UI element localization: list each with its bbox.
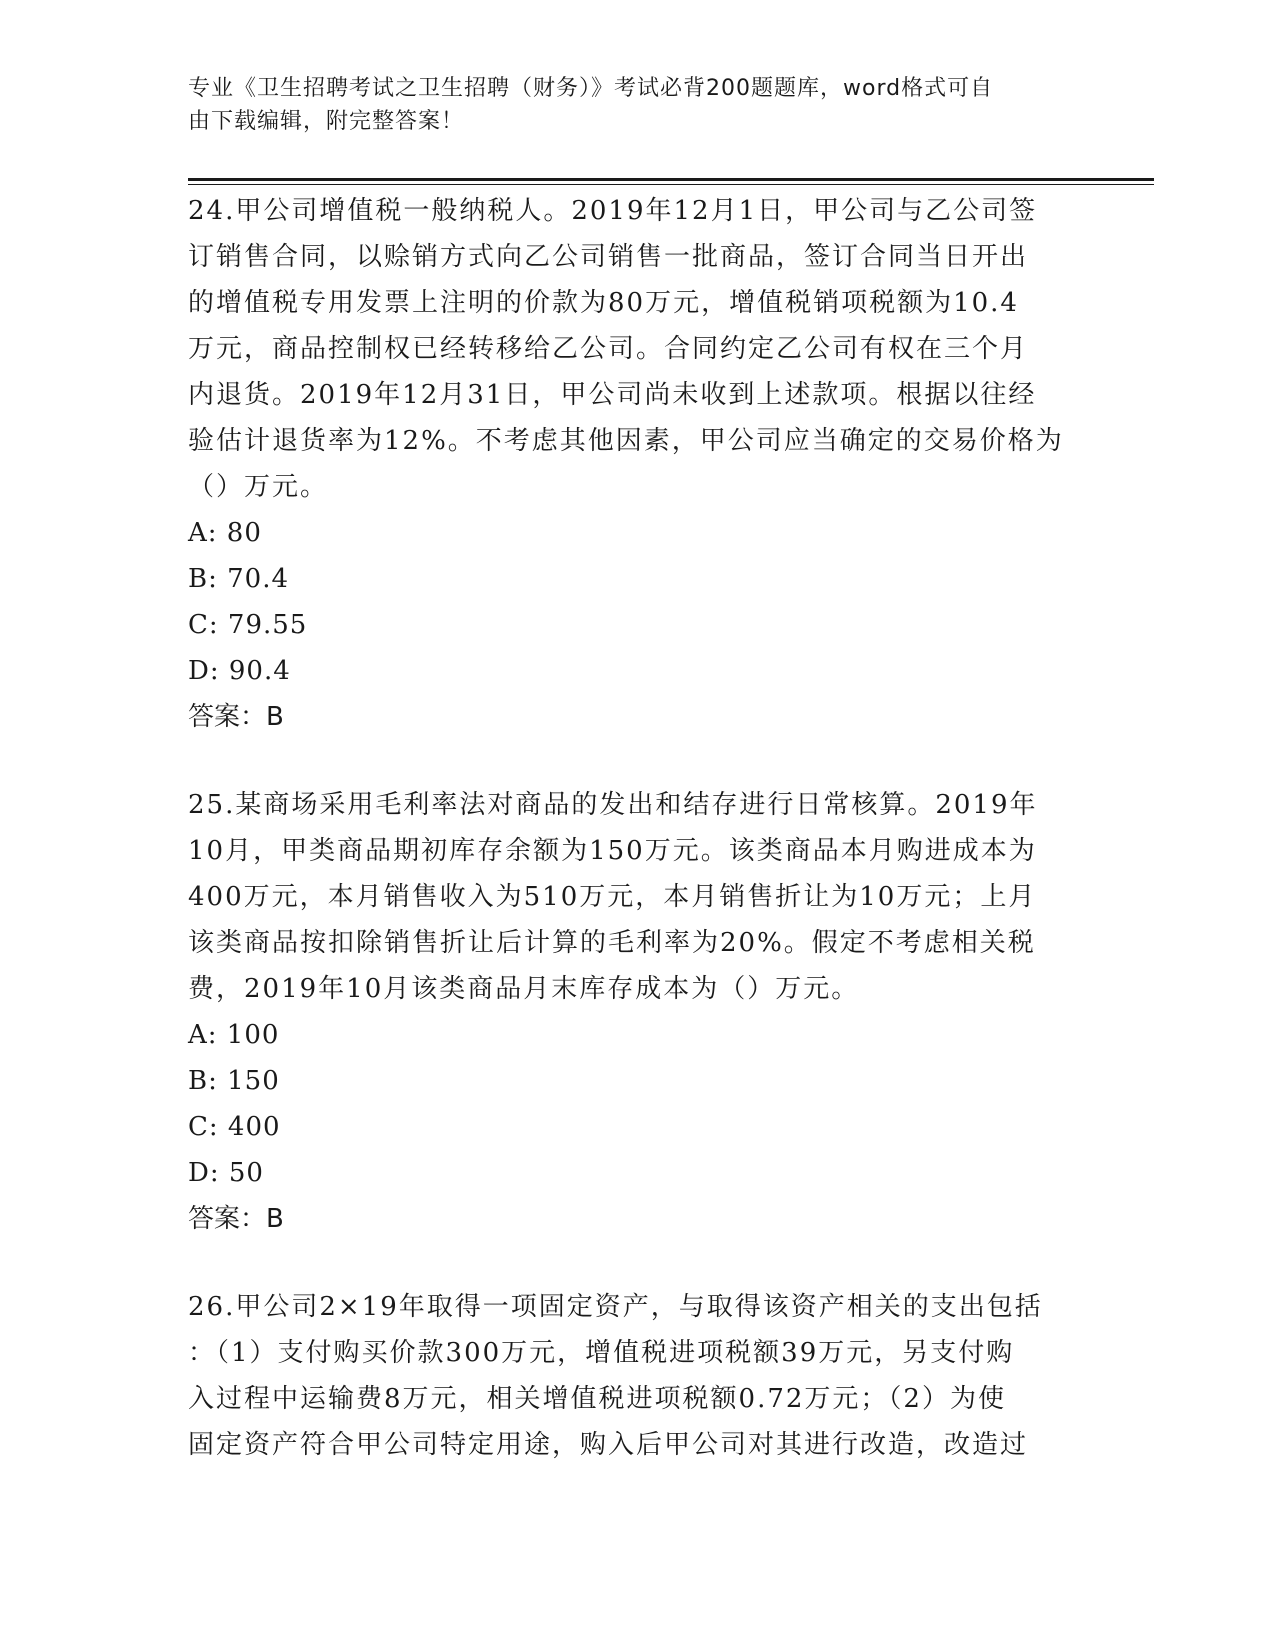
- question-text-line: 内退货。2019年12月31日，甲公司尚未收到上述款项。根据以往经: [188, 380, 1037, 410]
- question-text-line: （）万元。: [188, 472, 329, 502]
- question-text-line: 25.某商场采用毛利率法对商品的发出和结存进行日常核算。2019年: [188, 790, 1038, 820]
- header-divider-thick: [188, 178, 1154, 181]
- question-text-line: 26.甲公司2×19年取得一项固定资产，与取得该资产相关的支出包括: [188, 1292, 1043, 1322]
- question-text-line: 400万元，本月销售收入为510万元，本月销售折让为10万元；上月: [188, 882, 1037, 912]
- question-text-line: 费，2019年10月该类商品月末库存成本为（）万元。: [188, 974, 860, 1004]
- option-c: C: 400: [188, 1112, 281, 1142]
- question-text-line: 该类商品按扣除销售折让后计算的毛利率为20%。假定不考虑相关税: [188, 928, 1036, 958]
- question-text-line: 固定资产符合甲公司特定用途，购入后甲公司对其进行改造，改造过: [188, 1430, 1029, 1460]
- question-list: [188, 188, 1078, 1468]
- option-d: D: 90.4: [188, 656, 291, 686]
- option-a: A: 80: [188, 518, 262, 548]
- option-b: B: 150: [188, 1066, 280, 1096]
- question-text-line: 验估计退货率为12%。不考虑其他因素，甲公司应当确定的交易价格为: [188, 426, 1064, 456]
- answer-label: 答案：B: [188, 1204, 284, 1234]
- header-line-2: 由下载编辑，附完整答案！: [188, 109, 465, 134]
- document-header: [188, 72, 1068, 138]
- question-text-line: 24.甲公司增值税一般纳税人。2019年12月1日，甲公司与乙公司签: [188, 196, 1038, 226]
- question-text-line: 入过程中运输费8万元，相关增值税进项税额0.72万元；（2）为使: [188, 1384, 1006, 1414]
- option-d: D: 50: [188, 1158, 264, 1188]
- header-line-1: 专业《卫生招聘考试之卫生招聘（财务）》考试必背200题题库，word格式可自: [188, 76, 994, 101]
- question-text-line: 的增值税专用发票上注明的价款为80万元，增值税销项税额为10.4: [188, 288, 1019, 318]
- question-text-line: ：（1）支付购买价款300万元，增值税进项税额39万元，另支付购: [188, 1338, 1015, 1368]
- question-text-line: 订销售合同，以赊销方式向乙公司销售一批商品，签订合同当日开出: [188, 242, 1029, 272]
- question-26: [188, 1284, 1078, 1468]
- question-text-line: 10月，甲类商品期初库存余额为150万元。该类商品本月购进成本为: [188, 836, 1037, 866]
- option-a: A: 100: [188, 1020, 280, 1050]
- question-25: [188, 782, 1078, 1242]
- answer-label: 答案：B: [188, 702, 284, 732]
- question-text-line: 万元，商品控制权已经转移给乙公司。合同约定乙公司有权在三个月: [188, 334, 1029, 364]
- option-b: B: 70.4: [188, 564, 290, 594]
- question-24: [188, 188, 1078, 740]
- option-c: C: 79.55: [188, 610, 308, 640]
- header-divider-thin: [188, 184, 1154, 185]
